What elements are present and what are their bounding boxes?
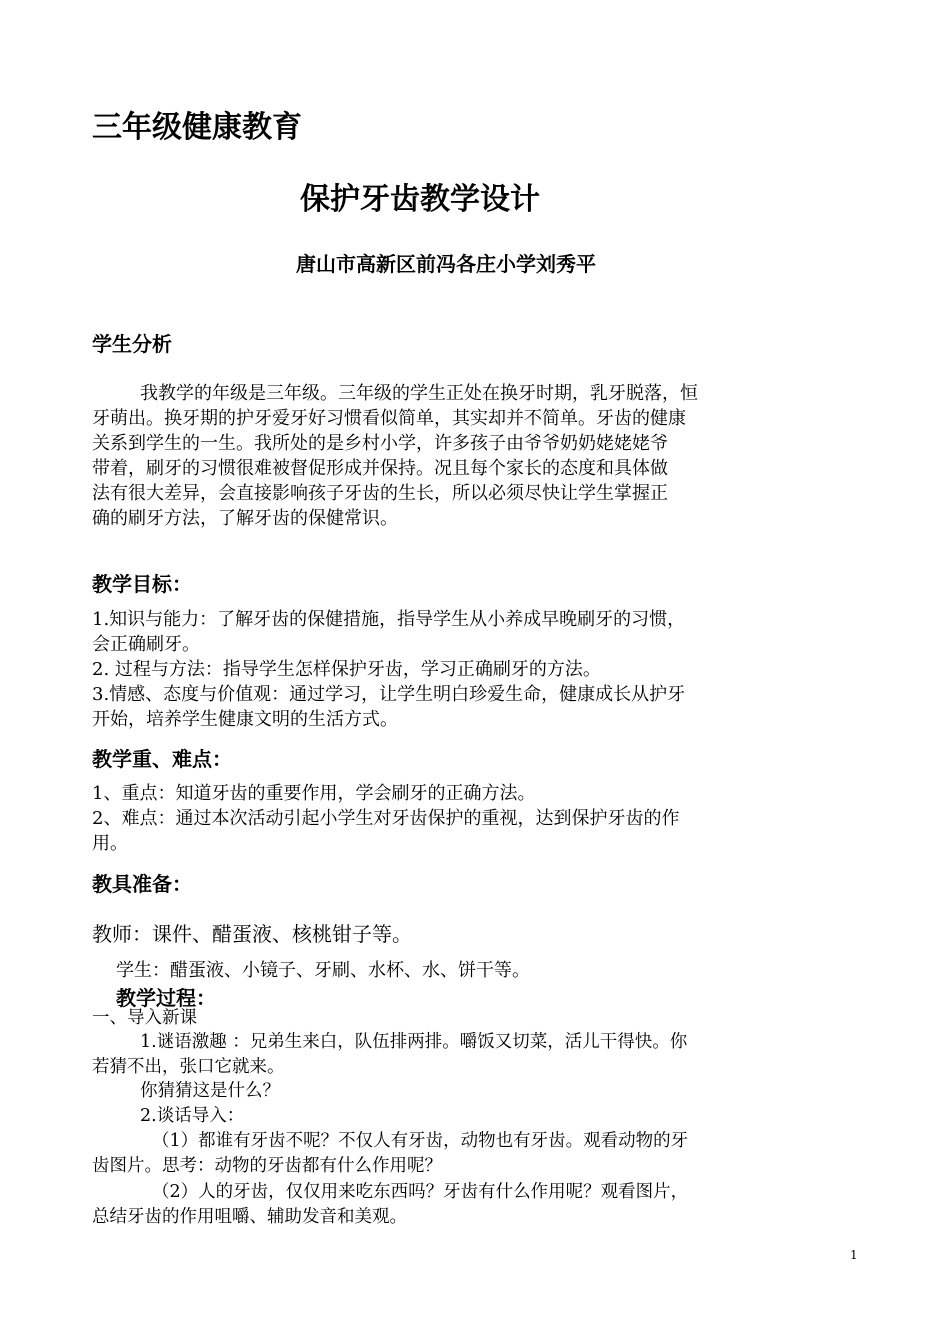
riddle-question: 你猜猜这是什么？ xyxy=(140,1081,280,1101)
text-line: 若猜不出，张口它就来。 xyxy=(92,1056,285,1077)
text-line: 1.谜语激趣 ：兄弟生来白，队伍排两排。嚼饭又切菜，活儿干得快。你 xyxy=(140,1032,688,1052)
paragraph-question-2 xyxy=(92,1180,860,1229)
text-line: 确的刷牙方法，了解牙齿的保健常识。 xyxy=(92,508,398,529)
paragraph-student-analysis xyxy=(92,381,860,531)
list-key-points xyxy=(92,781,860,856)
author-line: 唐山市高新区前冯各庄小学刘秀平 xyxy=(296,252,596,276)
materials-teacher: 教师：课件、醋蛋液、核桃钳子等。 xyxy=(92,922,412,946)
text-line: 齿图片。思考：动物的牙齿都有什么作用呢？ xyxy=(92,1155,442,1176)
heading-student-analysis: 学生分析 xyxy=(92,332,172,356)
talk-intro: 2.谈话导入： xyxy=(140,1106,245,1126)
text-line: 开始，培养学生健康文明的生活方式。 xyxy=(92,709,398,730)
text-line: （1）都谁有牙齿不呢？不仅人有牙齿，动物也有牙齿。观看动物的牙 xyxy=(152,1131,689,1151)
text-line: 1.知识与能力：了解牙齿的保健措施，指导学生从小养成早晚刷牙的习惯， xyxy=(92,609,686,630)
text-line: 带着，刷牙的习惯很难被督促形成并保持。况且每个家长的态度和具体做 xyxy=(92,458,668,479)
text-line: 会正确刷牙。 xyxy=(92,634,200,655)
text-line: 2. 过程与方法：指导学生怎样保护牙齿，学习正确刷牙的方法。 xyxy=(92,659,601,680)
paragraph-question-1 xyxy=(92,1129,860,1178)
text-line: 用。 xyxy=(92,833,128,854)
materials-student: 学生：醋蛋液、小镜子、牙刷、水杯、水、饼干等。 xyxy=(116,960,530,981)
text-line: 3.情感、态度与价值观：通过学习，让学生明白珍爱生命，健康成长从护牙 xyxy=(92,684,686,705)
text-line: 牙萌出。换牙期的护牙爱牙好习惯看似简单，其实却并不简单。牙齿的健康 xyxy=(92,408,686,429)
page-number: 1 xyxy=(850,1248,858,1262)
text-line: 法有很大差异，会直接影响孩子牙齿的生长，所以必须尽快让学生掌握正 xyxy=(92,483,668,504)
paragraph-riddle xyxy=(92,1030,860,1079)
heading-process: 教学过程： xyxy=(116,986,216,1010)
text-line: 1、重点：知道牙齿的重要作用，学会刷牙的正确方法。 xyxy=(92,783,536,804)
text-line: 关系到学生的一生。我所处的是乡村小学，许多孩子由爷爷奶奶姥姥姥爷 xyxy=(92,433,668,454)
text-line: （2）人的牙齿，仅仅用来吃东西吗？牙齿有什么作用呢？观看图片， xyxy=(152,1182,689,1202)
heading-goals: 教学目标： xyxy=(92,572,192,596)
heading-key-points: 教学重、难点： xyxy=(92,747,232,771)
text-line: 2、难点：通过本次活动引起小学生对牙齿保护的重视，达到保护牙齿的作 xyxy=(92,808,680,829)
text-line: 总结牙齿的作用咀嚼、辅助发音和美观。 xyxy=(92,1206,407,1227)
section-intro: 一、导入新课 xyxy=(92,1008,197,1028)
document-title: 三年级健康教育 xyxy=(92,110,302,145)
list-goals xyxy=(92,607,860,732)
heading-materials: 教具准备： xyxy=(92,872,192,896)
document-subtitle: 保护牙齿教学设计 xyxy=(300,182,540,217)
text-line: 我教学的年级是三年级。三年级的学生正处在换牙时期，乳牙脱落，恒 xyxy=(140,383,698,404)
